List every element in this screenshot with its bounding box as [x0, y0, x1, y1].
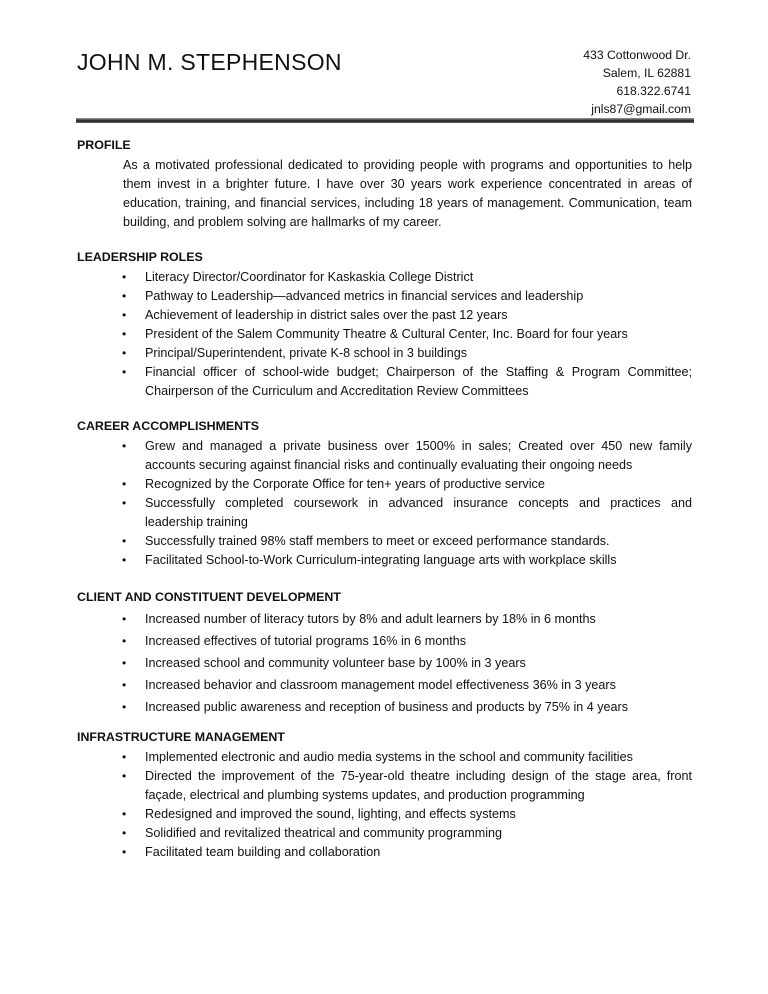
list-item: • Redesigned and improved the sound, lighting, and effects systems: [0, 805, 692, 824]
list-item: • Financial officer of school-wide budget; Chairperson of the Staffing & Program Committee; Chairperson of the Curriculum and Accreditation Review Committees: [122, 365, 692, 398]
bullet-icon: •: [122, 308, 127, 322]
bullet-icon: •: [122, 346, 127, 360]
list-item: • Facilitated School-to-Work Curriculum-integrating language arts with workplace skills: [0, 551, 692, 570]
list-item: • Recognized by the Corporate Office for ten+ years of productive service: [0, 475, 692, 494]
infrastructure-list: [0, 748, 692, 862]
list-item: • Successfully trained 98% staff members to meet or exceed performance standards.: [0, 532, 692, 551]
profile-heading: PROFILE: [77, 138, 131, 152]
header-divider: [76, 118, 694, 123]
list-item: • Increased effectives of tutorial programs 16% in 6 months: [0, 630, 692, 652]
bullet-icon: •: [122, 678, 127, 692]
client-heading: CLIENT AND CONSTITUENT DEVELOPMENT: [77, 590, 341, 604]
bullet-icon: •: [122, 439, 127, 453]
list-item: • Grew and managed a private business over 1500% in sales; Created over 450 new family accounts securing against financial risks and continually evaluating their ongoing needs: [122, 439, 692, 472]
list-item: • Directed the improvement of the 75-year-old theatre including design of the stage area, front façade, electrical and plumbing systems updates, and production programming: [122, 769, 692, 802]
bullet-icon: •: [122, 750, 127, 764]
list-item: • Solidified and revitalized theatrical and community programming: [0, 824, 692, 843]
bullet-icon: •: [122, 769, 127, 783]
bullet-icon: •: [122, 656, 127, 670]
bullet-icon: •: [122, 477, 127, 491]
bullet-icon: •: [122, 496, 127, 510]
client-list: [0, 608, 692, 718]
list-item: • Achievement of leadership in district sales over the past 12 years: [0, 306, 692, 325]
city-state-zip: Salem, IL 62881: [602, 66, 691, 80]
list-item: • Increased school and community volunteer base by 100% in 3 years: [0, 652, 692, 674]
list-item: • Facilitated team building and collaboration: [0, 843, 692, 862]
bullet-icon: •: [122, 807, 127, 821]
leadership-heading: LEADERSHIP ROLES: [77, 250, 203, 264]
list-item: • Successfully completed coursework in advanced insurance concepts and practices and leadership training: [122, 496, 692, 529]
list-item: • Implemented electronic and audio media systems in the school and community facilities: [0, 748, 692, 767]
bullet-icon: •: [122, 327, 127, 341]
email-address: jnls87@gmail.com: [591, 102, 691, 116]
bullet-icon: •: [122, 270, 127, 284]
resume-name: JOHN M. STEPHENSON: [77, 49, 342, 75]
bullet-icon: •: [122, 845, 127, 859]
bullet-icon: •: [122, 534, 127, 548]
bullet-icon: •: [122, 365, 127, 379]
bullet-icon: •: [122, 826, 127, 840]
career-heading: CAREER ACCOMPLISHMENTS: [77, 419, 259, 433]
phone-number: 618.322.6741: [616, 84, 691, 98]
bullet-icon: •: [122, 634, 127, 648]
bullet-icon: •: [122, 612, 127, 626]
list-item: • Increased public awareness and reception of business and products by 75% in 4 years: [0, 696, 692, 718]
profile-text: As a motivated professional dedicated to providing people with programs and opportunities to help them invest in a brighter future. I have over 30 years work experience concentrated in areas of education, training, and financial services, including 18 years of management. Communication, team building, and problem solving are hallmarks of my career.: [123, 158, 692, 229]
list-item: • Literacy Director/Coordinator for Kaskaskia College District: [0, 268, 692, 287]
list-item: • Increased behavior and classroom management model effectiveness 36% in 3 years: [0, 674, 692, 696]
list-item: • Pathway to Leadership—advanced metrics in financial services and leadership: [0, 287, 692, 306]
list-item: • President of the Salem Community Theatre & Cultural Center, Inc. Board for four years: [0, 325, 692, 344]
address-line: 433 Cottonwood Dr.: [583, 48, 691, 62]
career-list: [0, 437, 692, 570]
bullet-icon: •: [122, 700, 127, 714]
list-item: • Principal/Superintendent, private K-8 school in 3 buildings: [0, 344, 692, 363]
bullet-icon: •: [122, 553, 127, 567]
contact-block: [583, 46, 691, 118]
leadership-list: [0, 268, 692, 401]
list-item: • Increased number of literacy tutors by 8% and adult learners by 18% in 6 months: [0, 608, 692, 630]
bullet-icon: •: [122, 289, 127, 303]
infrastructure-heading: INFRASTRUCTURE MANAGEMENT: [77, 730, 285, 744]
